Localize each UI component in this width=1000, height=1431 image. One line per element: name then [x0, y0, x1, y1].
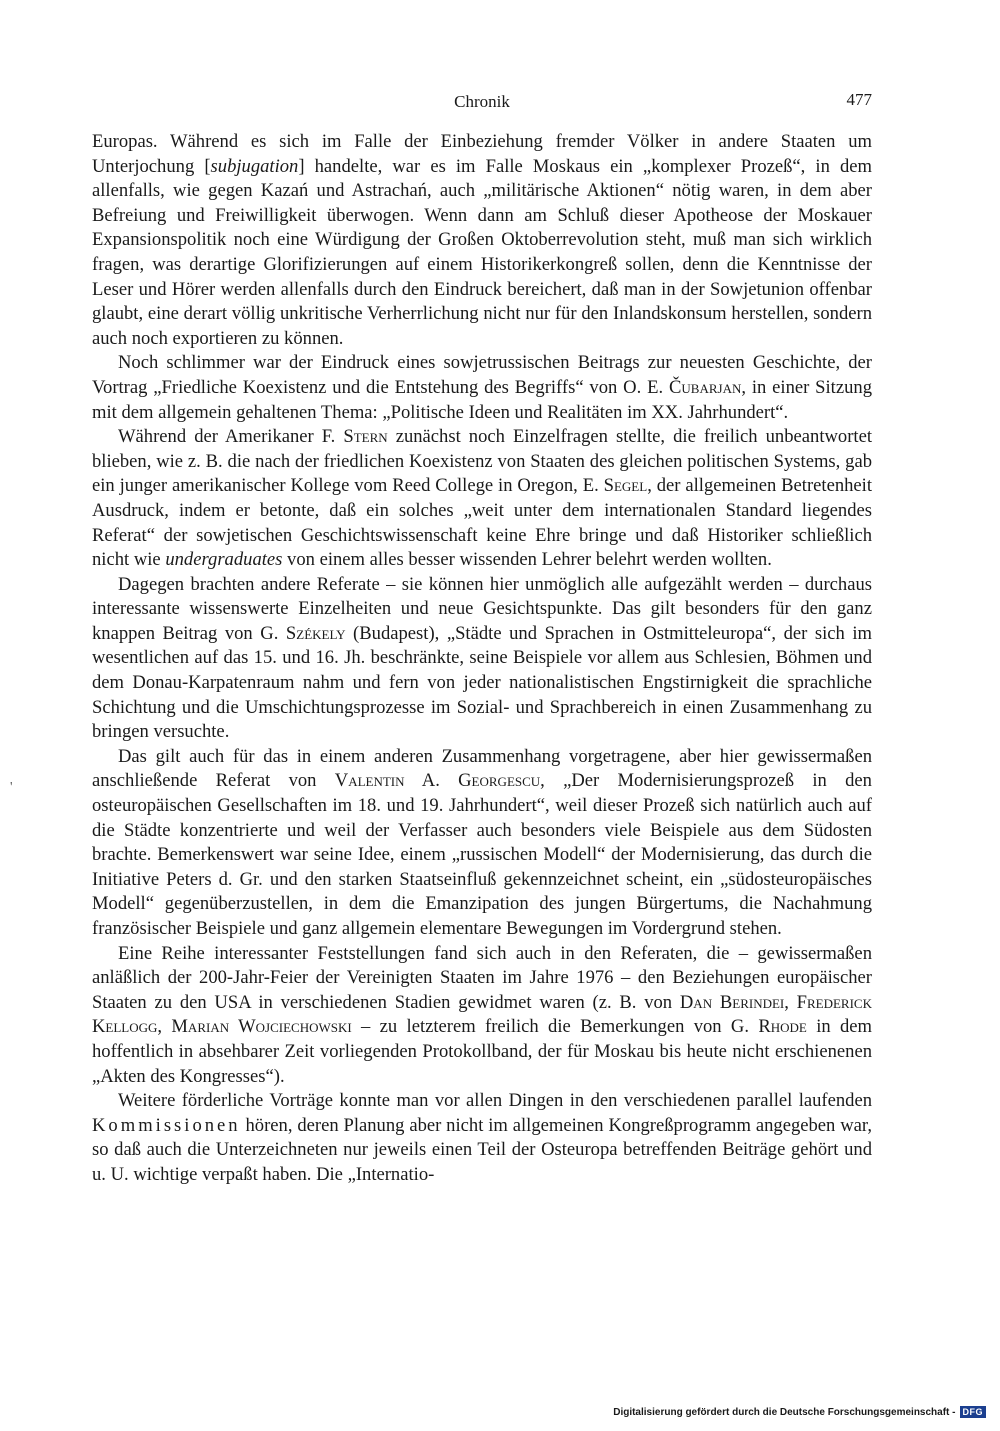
paragraph: [92, 1089, 872, 1187]
paragraph: [92, 351, 872, 425]
text-run: , „Der Modernisierungsprozeß in den osteuropäischen Gesellschaften im 18. und 19. Jahrhundert“, weil dieser Prozeß sich natürlich auch auf die Städte konzentrierte und weil der Verfasser auch besonders viele Beispiele aus dem Südosten brachte. Bemerkenswert war seine Idee, einem „russischen Modell“ der Modernisierung, das durch die Initiative Peters d. Gr. und den starken Staatseinfluß gekennzeichnet scheint, ein „südosteuropäisches Modell“ gegenüberzustellen, in dem die Emanzipation des jungen Bürgertums, die Nachahmung französischer Beispiele und ganz allgemein elementare Bewegungen im Vordergrund stehen.: [92, 770, 872, 939]
margin-mark: ': [10, 780, 13, 795]
text-run: von einem alles besser wissenden Lehrer belehrt werden wollten.: [282, 549, 772, 571]
author-name: Dan Berindei, Frederick Kellogg, Marian Wojciechowski: [92, 991, 872, 1038]
paragraph: [92, 425, 872, 573]
text-run: Dagegen brachten andere Referate – sie können hier unmöglich alle aufgezählt werden – durchaus interessante wissenswerte Einzelheiten und neue Gesichtspunkte. Das gilt besonders für den ganz knappen Beitrag von G.: [92, 573, 872, 644]
text-run: zunächst noch Einzelfragen stellte, die freilich unbeantwortet blieben, wie z. B. die nach der friedlichen Koexistenz von Staaten des gleichen politischen Systems, gab ein junger amerikanischer Kollege vom Reed College in Oregon, E.: [92, 426, 872, 497]
text-run: Während der Amerikaner F.: [118, 426, 344, 448]
text-run: Noch schlimmer war der Eindruck eines sowjetrussischen Beitrags zur neuesten Geschichte, der Vortrag „Friedliche Koexistenz und die Entstehung des Begriffs“ von O. E.: [92, 352, 872, 398]
text-run: Weitere förderliche Vorträge konnte man vor allen Dingen in den verschiedenen parallel laufenden: [118, 1090, 872, 1112]
text-run: Eine Reihe interessanter Feststellungen fand sich auch in den Referaten, die – gewissermaßen anläßlich der 200-Jahr-Feier der Vereinigten Staaten im Jahre 1976 – den Beziehungen europäischer Staaten zu den USA in verschiedenen Stadien gewidmet waren (z. B. von: [92, 942, 872, 1013]
text-run: Europas. Während es sich im Falle der Einbeziehung fremder Völker in andere Staaten um Unterjochung [: [92, 131, 872, 177]
text-run: Das gilt auch für das in einem anderen Zusammenhang vorgetragene, aber hier gewissermaßen anschließende Referat von: [92, 745, 872, 792]
text-run: , der allgemeinen Betretenheit Ausdruck, indem er betonte, daß ein solches „weit unter dem internationalen Standard liegendes Referat“ der sowjetischen Geschichtswissenschaft keine Ehre bringe und daß Historiker schließlich nicht wie: [92, 475, 873, 571]
paragraph: [92, 573, 872, 745]
author-name: Segel: [603, 475, 648, 497]
body-text: [92, 130, 872, 1188]
running-title: Chronik: [454, 92, 510, 111]
running-head: [92, 90, 872, 118]
footer-credit: [613, 1403, 986, 1421]
paragraph: [92, 130, 872, 351]
footer-credit-text: Digitalisierung gefördert durch die Deutsche Forschungsgemeinschaft -: [613, 1406, 956, 1418]
author-name: Čubarjan: [668, 376, 742, 398]
paragraph: [92, 942, 872, 1090]
text-run: ] handelte, war es im Falle Moskaus ein „komplexer Prozeß“, in dem allenfalls, wie gegen Kazań und Astrachań, auch „militärische Aktionen“ nötig waren, in dem aber Befreiung und Freiwilligkeit überwogen. Wenn dann am Schluß dieser Apotheose der Moskauer Expansionspolitik noch eine Würdigung der Großen Oktoberrevolution steht, muß man sich wirklich fragen, was derartige Glorifizierungen auf einem Historikerkongreß sollen, denn die Kenntnisse der Leser und Hörer werden allenfalls durch den Eindruck bereichert, daß man in der Sowjetunion offenbar glaubt, eine derart völlig unkritische Verherrlichung nicht nur für den Inlandskonsum herstellen, sondern auch noch exportieren zu können.: [92, 155, 872, 349]
page-number: 477: [846, 90, 872, 109]
author-name: Valentin A. Georgescu: [334, 770, 541, 792]
dfg-logo: DFG: [960, 1406, 987, 1418]
text-run: (Budapest), „Städte und Sprachen in Ostmitteleuropa“, der sich im wesentlichen auf das 15. und 16. Jh. beschränkte, seine Beispiele vor allem aus Schlesien, Böhmen und dem Donau-Karpatenraum nahm und fern von jeder nationalistischen Engstirnigkeit die sprachliche Schichtung und die Umschichtungsprozesse im Sozial- und Sprachbereich in einen Zusammenhang zu bringen versuchte.: [92, 622, 872, 743]
text-run: , in einer Sitzung mit dem allgemein gehaltenen Thema: „Politische Ideen und Realitäten im XX. Jahrhundert“.: [92, 376, 872, 423]
text-run: – zu letzterem freilich die Bemerkungen von G.: [351, 1016, 759, 1038]
italic-text: subjugation: [210, 155, 299, 177]
author-name: Székely: [285, 622, 346, 644]
paragraph: [92, 745, 872, 942]
italic-text: undergraduates: [165, 549, 283, 571]
spaced-text: Kommissionen: [92, 1114, 241, 1136]
text-run: hören, deren Planung aber nicht im allgemeinen Kongreßprogramm angegeben war, so daß auch die Unterzeichneten nur jeweils einen Teil der Osteuropa betreffenden Beiträge gehört und u. U. wichtige verpaßt haben. Die „Internatio-: [92, 1114, 872, 1185]
text-run: in dem hoffentlich in absehbarer Zeit vorliegenden Protokollband, der für Moskau bis heute nicht erschienenen „Akten des Kongresses“).: [92, 1016, 872, 1087]
author-name: Rhode: [758, 1016, 807, 1038]
author-name: Stern: [343, 426, 388, 448]
